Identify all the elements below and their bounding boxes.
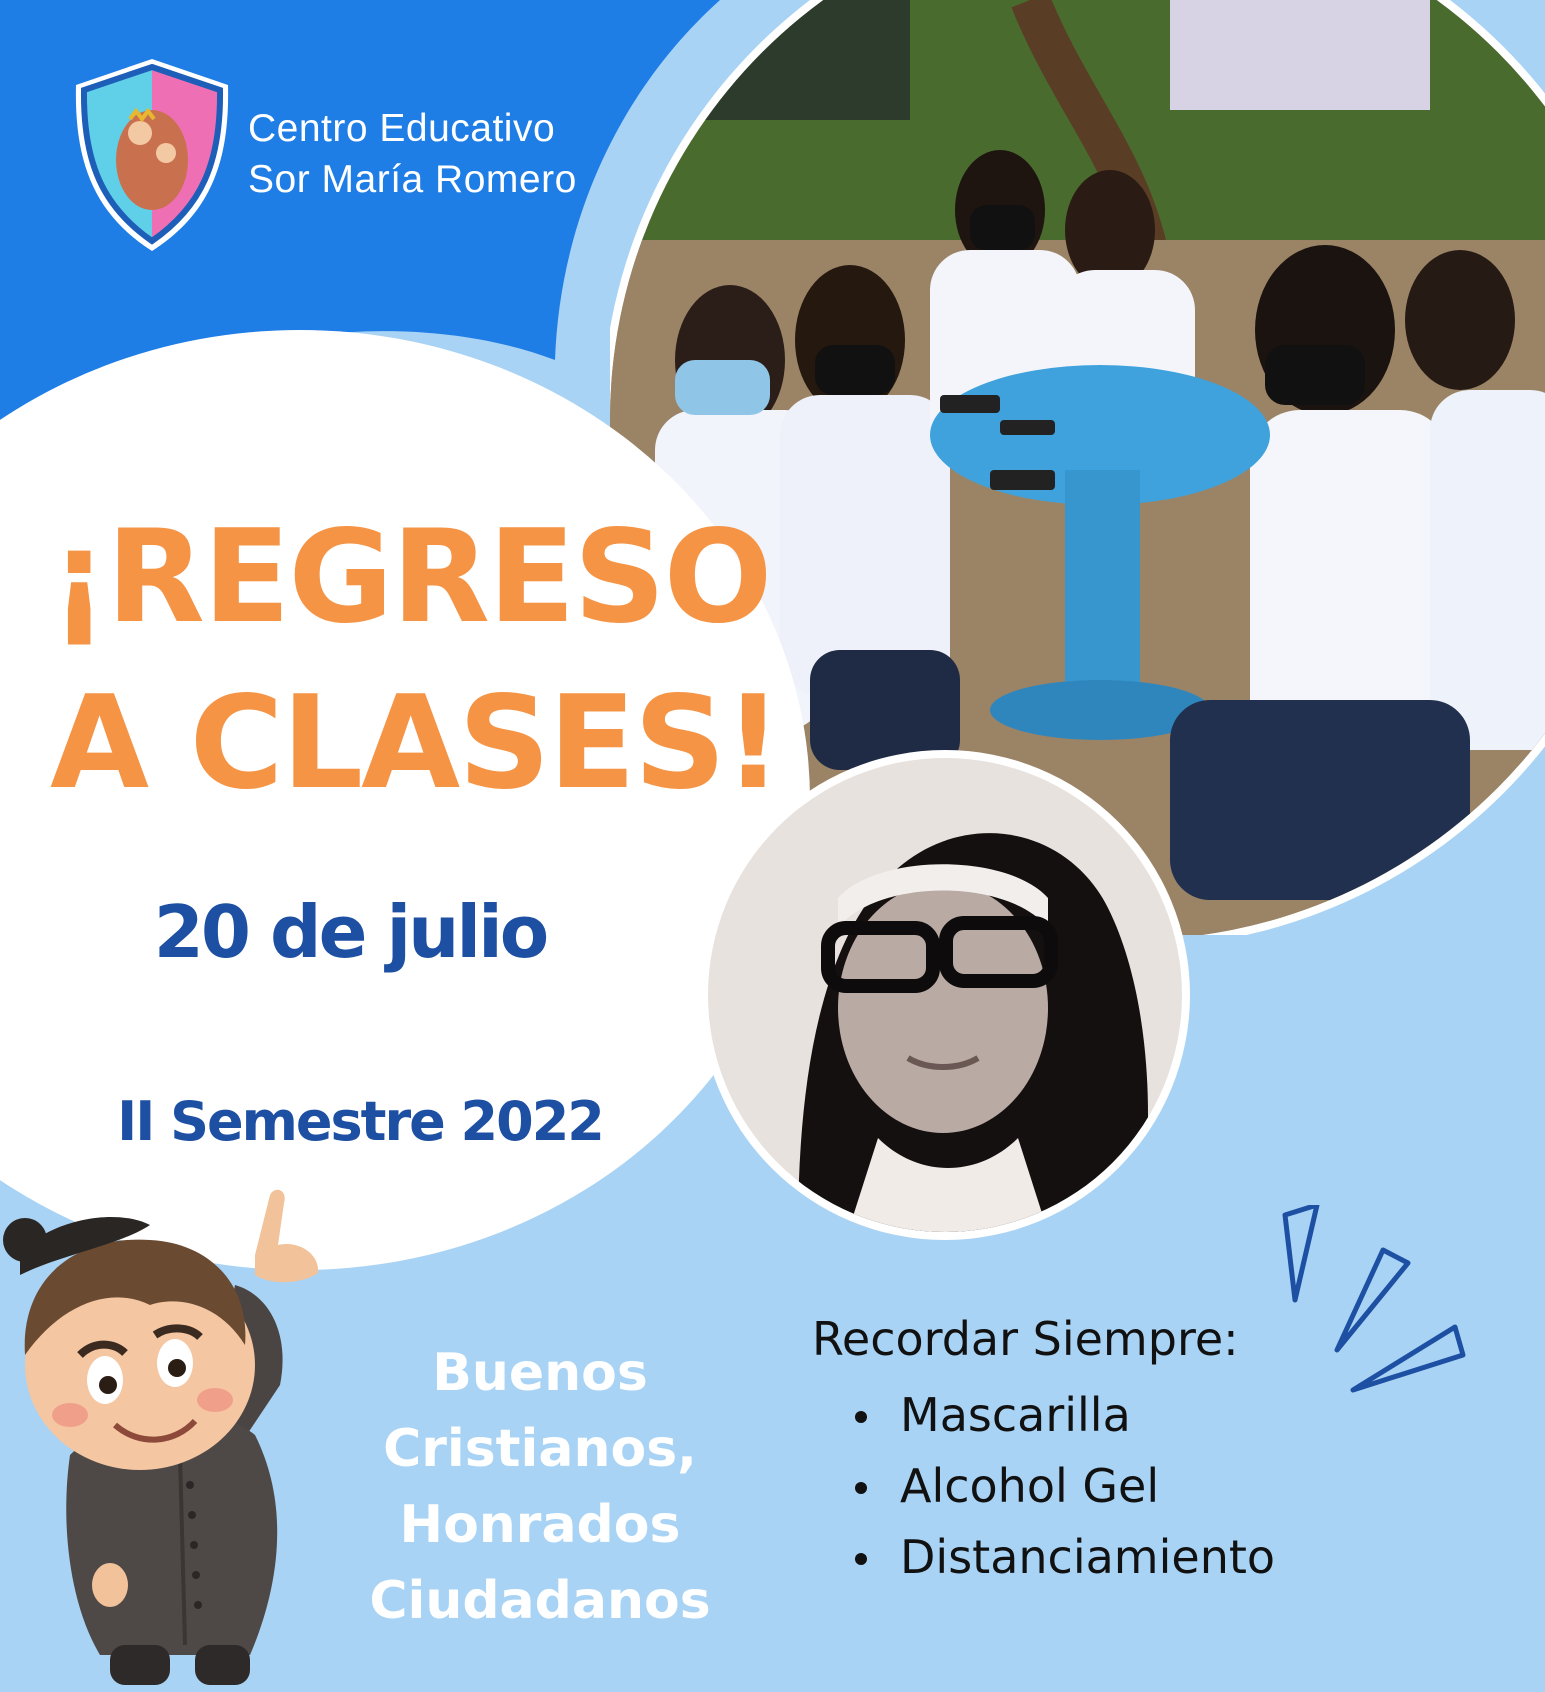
reminder-title: Recordar Siempre:	[812, 1312, 1239, 1366]
mascot-figure-icon	[0, 1185, 340, 1692]
semester-text: II Semestre 2022	[117, 1090, 603, 1153]
school-name-line1: Centro Educativo	[248, 107, 556, 150]
list-item: Alcohol Gel	[848, 1451, 1275, 1522]
school-name	[248, 103, 577, 205]
list-item: Mascarilla	[848, 1380, 1275, 1451]
school-crest-icon	[68, 55, 236, 255]
headline-line2: A CLASES!	[50, 669, 781, 818]
motto-line3: Honrados	[399, 1495, 681, 1555]
motto-line4: Ciudadanos	[369, 1571, 711, 1631]
headline-line1: ¡REGRESO	[50, 503, 771, 652]
headline	[50, 495, 780, 827]
date-text: 20 de julio	[153, 890, 547, 974]
portrait-photo	[708, 758, 1182, 1232]
motto-line2: Cristianos,	[383, 1419, 697, 1479]
motto-line1: Buenos	[432, 1343, 648, 1403]
spark-lines-icon	[1275, 1205, 1475, 1405]
school-name-line2: Sor María Romero	[248, 158, 577, 201]
motto	[340, 1335, 740, 1639]
list-item: Distanciamiento	[848, 1522, 1275, 1593]
reminder-list	[848, 1380, 1275, 1593]
